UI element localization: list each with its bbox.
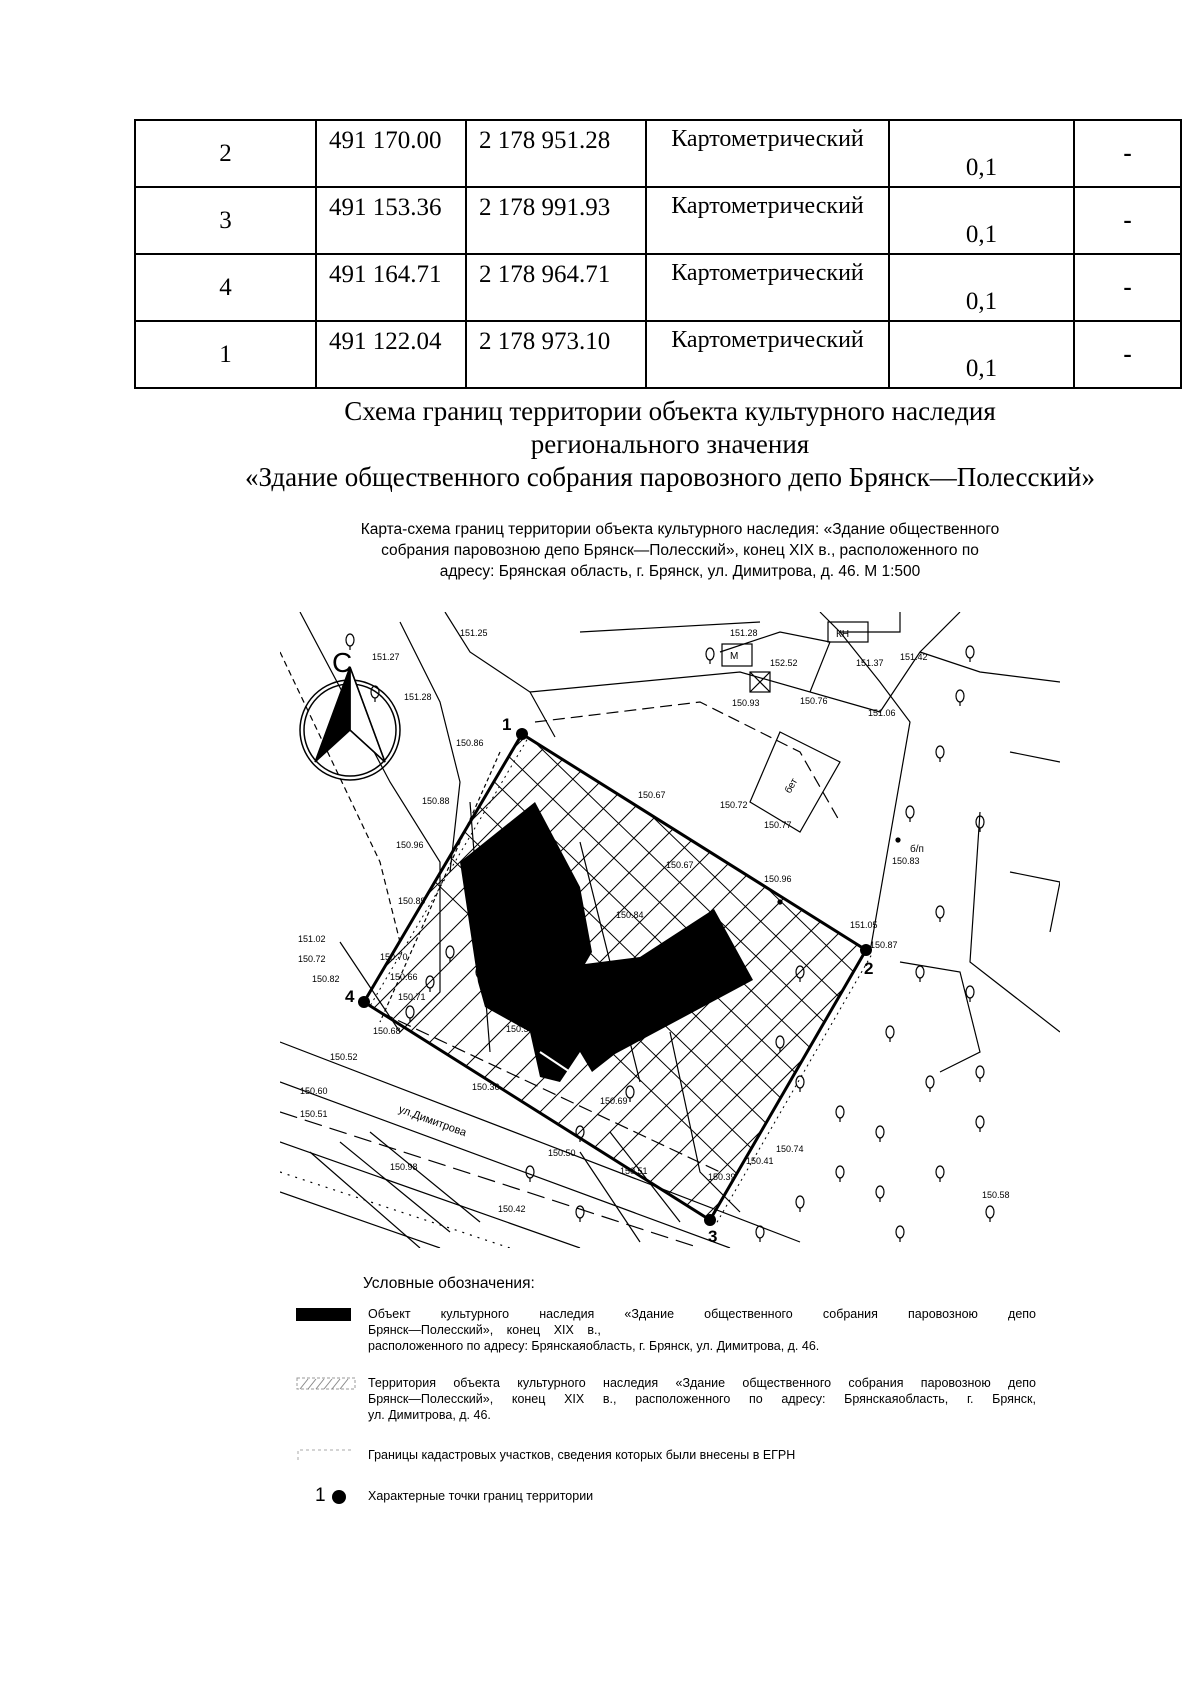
height-mark-label: 150.74	[776, 1144, 804, 1154]
tree-icon	[836, 1166, 844, 1178]
height-mark-label: 151.02	[298, 934, 326, 944]
legend-item-territory-line-2: Брянск—Полесский», конец XIX в., расположенного по адресу: Брянскаяобласть, г. Брянск,	[368, 1392, 1036, 1406]
height-mark-label: 150.68	[373, 1026, 401, 1036]
legend-heading: Условные обозначения:	[363, 1275, 535, 1292]
height-mark-label: 150.96	[396, 840, 424, 850]
map-caption-line-3: адресу: Брянская область, г. Брянск, ул. Димитрова, д. 46. М 1:500	[439, 563, 921, 580]
y-coordinate-cell: 2 178 973.10	[466, 321, 646, 388]
point-label-3: 3	[708, 1227, 718, 1246]
legend-item-territory-line-1: Территория объекта культурного наследия «Здание общественного собрания паровозною депо	[368, 1376, 1036, 1390]
map-caption	[300, 519, 1060, 582]
scheme-title	[0, 395, 1200, 494]
tree-icon	[936, 746, 944, 758]
height-mark-label: 151.42	[900, 652, 928, 662]
object-fill-swatch	[296, 1308, 351, 1322]
tree-icon	[976, 1066, 984, 1078]
x-coordinate-cell: 491 122.04	[316, 321, 466, 388]
legend-item-object-line-1: Объект культурного наследия «Здание общественного собрания паровозною депо	[368, 1307, 1036, 1321]
tree-icon	[756, 1226, 764, 1238]
street-label: ул.Димитрова	[396, 1103, 468, 1140]
height-mark-label: 151.28	[404, 692, 432, 702]
height-mark-label: 150.51	[620, 1166, 648, 1176]
height-mark-label: 150.93	[732, 698, 760, 708]
legend-item-object	[296, 1306, 1036, 1366]
title-line-2: регионального значения	[530, 429, 810, 459]
height-mark-label: 150.51	[300, 1109, 328, 1119]
bet-label: бет	[783, 776, 801, 796]
kn-label: КН	[836, 629, 850, 640]
x-coordinate-cell: 491 164.71	[316, 254, 466, 321]
method-cell: Картометрический	[646, 321, 889, 388]
height-mark-label: 150.67	[666, 860, 694, 870]
y-coordinate-cell: 2 178 991.93	[466, 187, 646, 254]
m-label: М	[730, 651, 739, 662]
y-coordinate-cell: 2 178 964.71	[466, 254, 646, 321]
tree-icon	[896, 1226, 904, 1238]
title-line-3: «Здание общественного собрания паровозного депо Брянск—Полесский»	[245, 462, 1095, 492]
height-mark-label: 150.52	[330, 1052, 358, 1062]
tree-icon	[876, 1186, 884, 1198]
method-cell: Картометрический	[646, 187, 889, 254]
point-marker-icon	[330, 1488, 348, 1506]
table-row	[135, 254, 1181, 321]
error-cell: 0,1	[889, 120, 1074, 187]
north-arrow-icon	[300, 667, 400, 780]
height-mark-label: 150.36	[472, 1082, 500, 1092]
point-label-1: 1	[502, 715, 512, 734]
height-mark-label: 151.05	[850, 920, 878, 930]
compass-letter: С	[332, 647, 353, 678]
map-caption-line-1: Карта-схема границ территории объекта культурного наследия: «Здание общественного	[360, 521, 1000, 538]
height-mark-label: 150.58	[982, 1190, 1010, 1200]
height-mark-label: 150.60	[300, 1086, 328, 1096]
height-mark-label: 152.52	[770, 658, 798, 668]
height-mark-label: 150.70	[380, 952, 408, 962]
tree-icon	[836, 1106, 844, 1118]
tree-icon	[446, 946, 454, 958]
point-number-cell: 1	[135, 321, 316, 388]
height-mark-label: 150.69	[600, 1096, 628, 1106]
extra-cell: -	[1074, 187, 1181, 254]
tree-icon	[926, 1076, 934, 1088]
extra-cell: -	[1074, 321, 1181, 388]
legend-item-cadastral-text: Границы кадастровых участков, сведения которых были внесены в ЕГРН	[368, 1448, 796, 1462]
tree-icon	[966, 986, 974, 998]
tree-icon	[976, 1116, 984, 1128]
tree-icon	[916, 966, 924, 978]
height-mark-label: 150.59	[506, 1024, 534, 1034]
height-mark-label: 150.41	[746, 1156, 774, 1166]
height-mark-label: 150.96	[764, 874, 792, 884]
table-row	[135, 187, 1181, 254]
point-label-2: 2	[864, 959, 874, 978]
height-mark-label: 150.86	[456, 738, 484, 748]
height-mark-label: 150.67	[638, 790, 666, 800]
height-mark-label: 151.37	[856, 658, 884, 668]
legend-item-cadastral	[296, 1446, 1036, 1466]
bp-label: б/п	[910, 844, 924, 855]
tree-icon	[576, 1206, 584, 1218]
tree-icon	[706, 648, 714, 660]
method-cell: Картометрический	[646, 254, 889, 321]
height-mark-label: 150.82	[312, 974, 340, 984]
height-mark-label: 150.42	[498, 1204, 526, 1214]
tree-icon	[406, 1006, 414, 1018]
map-caption-line-2: собрания паровозною депо Брянск—Полесский», конец XIX в., расположенного по	[381, 542, 979, 559]
legend-point-number: 1	[315, 1485, 326, 1506]
height-mark-label: 150.72	[298, 954, 326, 964]
extra-cell: -	[1074, 120, 1181, 187]
error-cell: 0,1	[889, 254, 1074, 321]
height-mark-label: 150.98	[390, 1162, 418, 1172]
height-mark-label: 150.66	[390, 972, 418, 982]
legend-item-territory-line-3: ул. Димитрова, д. 46.	[368, 1408, 491, 1422]
cadastral-border-swatch	[296, 1448, 356, 1462]
y-coordinate-cell: 2 178 951.28	[466, 120, 646, 187]
title-line-1: Схема границ территории объекта культурного наследия	[344, 396, 996, 426]
legend-item-points	[296, 1485, 1036, 1509]
height-mark-label: 150.87	[870, 940, 898, 950]
tree-icon	[986, 1206, 994, 1218]
point-number-cell: 4	[135, 254, 316, 321]
error-cell: 0,1	[889, 187, 1074, 254]
tree-icon	[956, 690, 964, 702]
tree-icon	[526, 1166, 534, 1178]
height-mark-label: 151.28	[730, 628, 758, 638]
point-number-cell: 2	[135, 120, 316, 187]
height-mark-label: 150.76	[800, 696, 828, 706]
legend-item-territory	[296, 1375, 1036, 1435]
height-mark-label: 151.25	[460, 628, 488, 638]
legend-item-object-line-2: Брянск—Полесский», конец XIX в.,	[368, 1323, 601, 1337]
tree-icon	[796, 1196, 804, 1208]
height-mark-label: 150.88	[422, 796, 450, 806]
height-mark-label: 151.27	[372, 652, 400, 662]
height-mark-label: 150.77	[764, 820, 792, 830]
site-map	[280, 612, 1060, 1248]
tree-icon	[796, 1076, 804, 1088]
table-row	[135, 120, 1181, 187]
height-mark-label: 150.84	[616, 910, 644, 920]
table-row	[135, 321, 1181, 388]
height-mark-label: 150.72	[720, 800, 748, 810]
x-coordinate-cell: 491 170.00	[316, 120, 466, 187]
tree-icon	[936, 1166, 944, 1178]
height-mark-label: 150.83	[892, 856, 920, 866]
point-number-cell: 3	[135, 187, 316, 254]
height-mark-label: 150.71	[398, 992, 426, 1002]
error-cell: 0,1	[889, 321, 1074, 388]
tree-icon	[346, 634, 354, 646]
tree-icon	[886, 1026, 894, 1038]
x-coordinate-cell: 491 153.36	[316, 187, 466, 254]
method-cell: Картометрический	[646, 120, 889, 187]
legend-item-object-line-3: расположенного по адресу: Брянскаяобласть, г. Брянск, ул. Димитрова, д. 46.	[368, 1339, 820, 1353]
tree-icon	[966, 646, 974, 658]
tree-icon	[876, 1126, 884, 1138]
hatch-swatch	[296, 1377, 356, 1391]
height-mark-label: 150.89	[398, 896, 426, 906]
point-label-4: 4	[345, 987, 355, 1006]
height-mark-label: 150.39	[708, 1172, 736, 1182]
tree-icon	[776, 1036, 784, 1048]
coordinates-table	[134, 119, 1182, 389]
legend-item-points-text: Характерные точки границ территории	[368, 1489, 594, 1503]
height-mark-label: 150.50	[548, 1148, 576, 1158]
height-mark-label: 151.06	[868, 708, 896, 718]
tree-icon	[936, 906, 944, 918]
extra-cell: -	[1074, 254, 1181, 321]
tree-icon	[906, 806, 914, 818]
